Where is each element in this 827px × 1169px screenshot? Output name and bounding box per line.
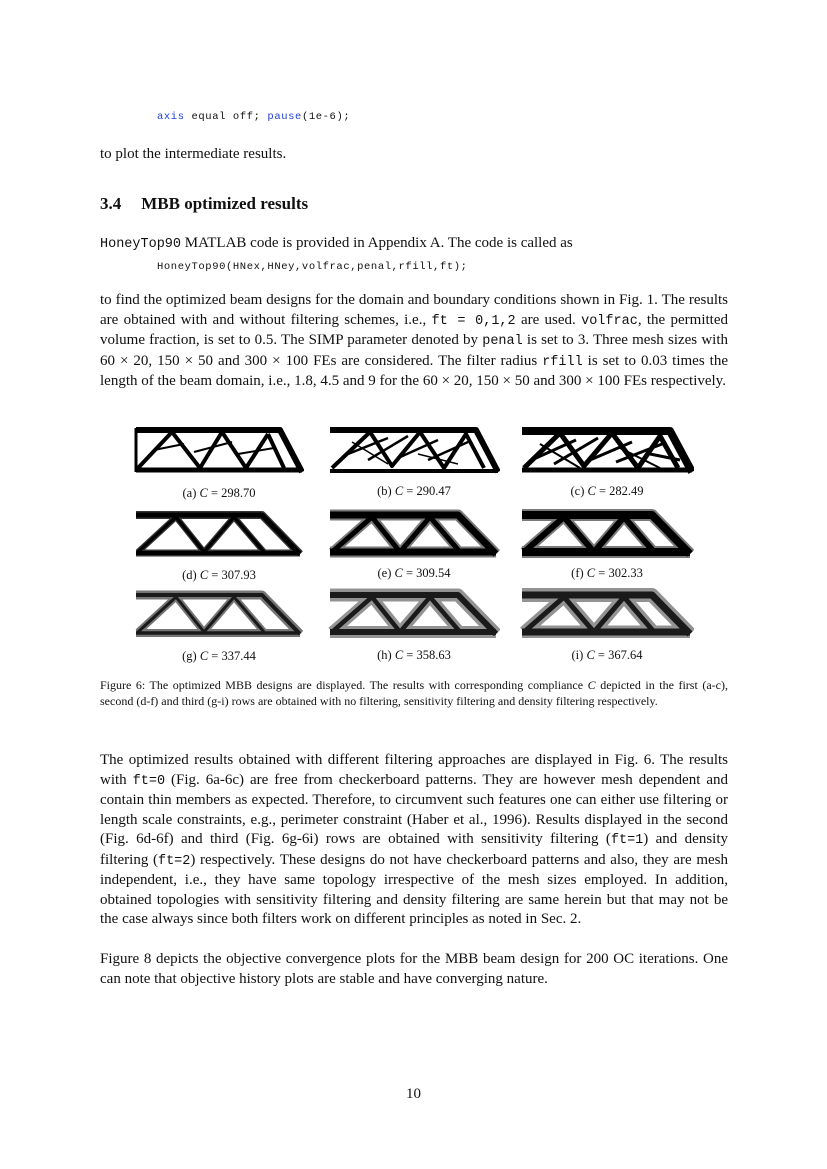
section-heading bbox=[100, 194, 308, 214]
subcaption-c: (c) C = 282.49 bbox=[570, 484, 644, 498]
subcaption-a: (a) C = 298.70 bbox=[182, 486, 256, 500]
page-number: 10 bbox=[406, 1086, 421, 1102]
inline-code-honeytop90: HoneyTop90 bbox=[100, 237, 182, 252]
subcaption-h: (h) C = 358.63 bbox=[377, 648, 451, 662]
code-keyword-pause: pause bbox=[267, 111, 302, 123]
figure-caption: Figure 6: The optimized MBB designs are displayed. The results with corresponding compliance C depicted in the first (a-c), second (d-f) and third (g-i) rows are obtained with no filtering, sensitivity filtering and density filtering respectively. bbox=[100, 678, 728, 708]
beam-design-f bbox=[520, 508, 694, 558]
beam-design-i bbox=[520, 588, 694, 638]
code-line-plot: axis equal off; pause(1e-6); bbox=[157, 111, 351, 123]
beam-design-g bbox=[134, 588, 304, 638]
paragraph-results-discussion: The optimized results obtained with different filtering approaches are displayed in Fig. 6. The results with ft=0 (Fig. 6a-6c) are free from checkerboard patterns. They are however mesh dependent and contain thin members as expected. Therefore, to circumvent such features one can either use filtering or length scale constraints, e.g., perimeter constraint (Haber et al., 1996). Results displayed in the second (Fig. 6d-6f) and third (Fig. 6g-6i) rows are obtained with sensitivity filtering (ft=1) and density filtering (ft=2) respectively. These designs do not have checkerboard patterns and also, they are mesh independent, i.e., they have same topology irrespective of the mesh sizes employed. In addition, obtained topologies with sensitivity filtering and density filtering are same herein but that may not be the case always since both filters work on different principles as noted in Sec. 2. bbox=[100, 752, 729, 927]
paragraph-plot-intermediate: to plot the intermediate results. bbox=[100, 146, 287, 162]
subcaption-g: (g) C = 337.44 bbox=[182, 649, 256, 663]
beam-design-h bbox=[328, 588, 500, 638]
section-number: 3.4 bbox=[100, 194, 122, 213]
section-title: MBB optimized results bbox=[141, 194, 309, 213]
paragraph-convergence: Figure 8 depicts the objective convergence plots for the MBB beam design for 200 OC iterations. One can note that objective history plots are stable and have converging nature. bbox=[100, 951, 728, 987]
subcaption-b: (b) C = 290.47 bbox=[377, 484, 451, 498]
paragraph-setup: to find the optimized beam designs for the domain and boundary conditions shown in Fig. 1. The results are obtained with and without filtering schemes, i.e., ft = 0,1,2 are used. volfrac, the permitted volume fraction, is set to 0.5. The SIMP parameter denoted by penal is set to 3. Three mesh sizes with 60 × 20, 150 × 50 and 300 × 100 FEs are considered. The filter radius rfill is set to 0.03 times the length of the beam domain, i.e., 1.8, 4.5 and 9 for the 60 × 20, 150 × 50 and 300 × 100 FEs respectively. bbox=[100, 292, 728, 389]
beam-design-e bbox=[328, 508, 500, 558]
subcaption-i: (i) C = 367.64 bbox=[571, 648, 643, 662]
subcaption-d: (d) C = 307.93 bbox=[182, 568, 256, 582]
beam-design-c bbox=[520, 424, 694, 474]
subcaption-e: (e) C = 309.54 bbox=[377, 566, 451, 580]
beam-design-b bbox=[328, 424, 500, 474]
beam-design-d bbox=[134, 508, 304, 558]
subcaption-f: (f) C = 302.33 bbox=[571, 566, 643, 580]
paragraph-code-intro: HoneyTop90 MATLAB code is provided in Appendix A. The code is called as bbox=[100, 235, 573, 252]
code-keyword-axis: axis bbox=[157, 111, 185, 123]
figure-6 bbox=[100, 418, 728, 668]
code-line-call: HoneyTop90(HNex,HNey,volfrac,penal,rfill,ft); bbox=[157, 261, 468, 273]
beam-design-a bbox=[134, 424, 304, 474]
